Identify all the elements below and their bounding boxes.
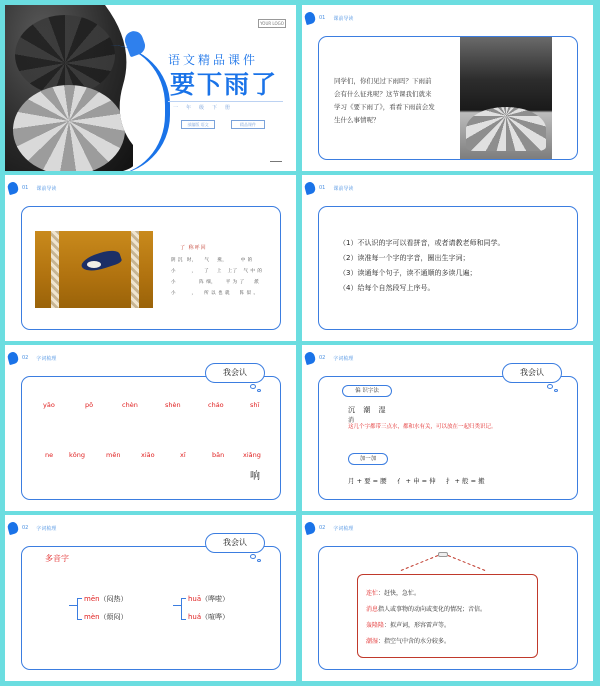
section-number: 01 bbox=[319, 15, 326, 21]
glossary-term: 轰隆隆 bbox=[366, 622, 385, 629]
word: （闷热） bbox=[99, 595, 128, 603]
cover-grade: 一年级下册 bbox=[173, 105, 239, 111]
step-item: （4）给每个自然段写上序号。 bbox=[339, 284, 435, 292]
rope-image bbox=[51, 231, 59, 308]
raindrop-icon bbox=[7, 351, 20, 365]
bubble-tail bbox=[257, 389, 261, 392]
slide-header bbox=[8, 522, 56, 534]
swallow-photo bbox=[35, 231, 153, 308]
pinyin: xī bbox=[180, 451, 186, 459]
hanzi-group: 沉 潮 湿 bbox=[348, 406, 389, 414]
slide-poem[interactable] bbox=[5, 175, 296, 341]
glossary-item bbox=[366, 588, 420, 597]
section-title: 课前导读 bbox=[333, 185, 354, 192]
bubble-tail bbox=[250, 384, 256, 389]
word: （烦闷） bbox=[99, 613, 128, 621]
pinyin: kōng bbox=[69, 451, 85, 459]
slide-pinyin[interactable] bbox=[5, 345, 296, 511]
glossary-card bbox=[357, 574, 538, 658]
raindrop-icon bbox=[7, 181, 20, 195]
slide-glossary[interactable] bbox=[302, 515, 593, 681]
pinyin: shèn bbox=[165, 401, 181, 409]
hanzi: 消 bbox=[348, 417, 358, 424]
polyphone-item bbox=[84, 594, 128, 604]
swallow-breast bbox=[87, 261, 101, 268]
poem-line: 阴 沉 时， 气 燕， 中 的 bbox=[171, 258, 253, 263]
section-number: 01 bbox=[319, 185, 326, 191]
pinyin: huā bbox=[188, 595, 202, 603]
glossary-def: ：指空气中含的水分较多。 bbox=[378, 638, 451, 645]
glossary-def: ：拟声词，形容雷声等。 bbox=[384, 622, 451, 629]
slide-header bbox=[305, 182, 353, 194]
section-number: 02 bbox=[319, 525, 326, 531]
decorative-arc bbox=[100, 45, 170, 171]
raindrop-icon bbox=[304, 181, 317, 195]
slide-steps[interactable] bbox=[302, 175, 593, 341]
pinyin: ne bbox=[45, 451, 54, 459]
section-number: 02 bbox=[22, 355, 29, 361]
bracket bbox=[77, 598, 82, 620]
poem-line: 小 阵 细， 平 为 了 派 bbox=[171, 280, 260, 285]
content-frame bbox=[21, 546, 281, 670]
umbrella-photo bbox=[460, 37, 552, 159]
section-number: 02 bbox=[319, 355, 326, 361]
divider bbox=[168, 101, 283, 102]
pinyin: yāo bbox=[43, 401, 55, 409]
pinyin: cháo bbox=[208, 401, 224, 409]
step-item: （1）不认识的字可以看拼音，或者请教老师和同学。 bbox=[339, 239, 505, 247]
speech-bubble: 我会认 bbox=[205, 533, 265, 553]
section-title: 课前导读 bbox=[333, 15, 354, 22]
glossary-term: 潮湿 bbox=[366, 638, 379, 645]
content-frame bbox=[21, 376, 281, 500]
pinyin: xiāo bbox=[141, 451, 155, 459]
cover-tag-right: 精品课件 bbox=[231, 120, 265, 129]
slide-header bbox=[8, 352, 56, 364]
speech-bubble: 我会认 bbox=[205, 363, 265, 383]
poem-line: 小 ， 了 上 上了 气 中 的 bbox=[171, 269, 263, 274]
section-title: 字词梳理 bbox=[333, 525, 354, 532]
pin-icon bbox=[438, 552, 448, 557]
addition-equations: 月 + 要 = 腰 亻 + 申 = 伸 扌 + 般 = 搬 bbox=[348, 477, 485, 485]
bubble-tail bbox=[257, 559, 261, 562]
slide-header bbox=[8, 182, 56, 194]
poem-line: 小 ， 所 以 也 就 阵 似 。 bbox=[171, 291, 259, 296]
pinyin: mèn bbox=[84, 613, 100, 621]
bubble-tail bbox=[547, 384, 553, 389]
bracket bbox=[173, 605, 181, 606]
glossary-term: 连忙 bbox=[366, 590, 379, 597]
section-title: 课前导读 bbox=[36, 185, 57, 192]
pinyin: bān bbox=[212, 451, 225, 459]
cover-title: 要下雨了 bbox=[170, 70, 279, 99]
pinyin: huá bbox=[188, 613, 202, 621]
polyphone-item bbox=[84, 612, 128, 622]
slide-literacy[interactable] bbox=[302, 345, 593, 511]
section-title: 字词梳理 bbox=[36, 355, 57, 362]
section-number: 02 bbox=[22, 525, 29, 531]
swallow-image bbox=[80, 247, 123, 275]
raindrop-icon bbox=[304, 521, 317, 535]
slide-header bbox=[305, 522, 353, 534]
method-label: 偏 识字法 bbox=[342, 385, 392, 397]
slide-header bbox=[305, 12, 353, 24]
pinyin: mēn bbox=[84, 595, 100, 603]
speech-bubble: 我会认 bbox=[502, 363, 562, 383]
raindrop-icon bbox=[7, 521, 20, 535]
bracket bbox=[181, 598, 186, 620]
divider bbox=[270, 161, 282, 162]
pinyin: shī bbox=[250, 401, 260, 409]
bubble-tail bbox=[250, 554, 256, 559]
pinyin: xiǎng bbox=[243, 451, 261, 459]
polyphone-title: 多音字 bbox=[45, 554, 69, 563]
bubble-tail bbox=[554, 389, 558, 392]
pinyin: chèn bbox=[122, 401, 138, 409]
glossary-item bbox=[366, 636, 450, 645]
pinyin: mēn bbox=[106, 451, 121, 459]
polyphone-item bbox=[188, 612, 229, 622]
polyphone-item bbox=[188, 594, 229, 604]
bracket bbox=[69, 605, 77, 606]
raindrop-icon bbox=[304, 351, 317, 365]
glossary-item bbox=[366, 604, 486, 613]
glossary-item bbox=[366, 620, 450, 629]
cover-tag-left: 部编版 语文 bbox=[181, 120, 215, 129]
step-item: （2）读准每一个字的字音，圈出生字词； bbox=[339, 254, 470, 262]
section-title: 字词梳理 bbox=[333, 355, 354, 362]
word: （喧哗） bbox=[201, 613, 230, 621]
intro-text: 同学们，你们见过下雨吗？下雨前会有什么征兆呢？这节课我们就来学习《要下雨了》，看看下雨前会发生什么事情呢？ bbox=[334, 77, 435, 124]
section-number: 01 bbox=[22, 185, 29, 191]
section-title: 字词梳理 bbox=[36, 525, 57, 532]
cover-subtitle: 语文精品课件 bbox=[168, 53, 259, 67]
glossary-def: 指人或事物的动向或变化的情况；音信。 bbox=[378, 606, 487, 613]
hanzi: 响 bbox=[250, 471, 260, 482]
glossary-term: 消息 bbox=[366, 606, 379, 613]
raindrop-icon bbox=[304, 11, 317, 25]
addition-label: 加一加 bbox=[348, 453, 388, 465]
step-item: （3）读通每个句子，读不通顺的多读几遍； bbox=[339, 269, 477, 277]
slide-intro[interactable] bbox=[302, 5, 593, 171]
poem-title: 了 称呼回 bbox=[180, 245, 207, 251]
slide-cover[interactable] bbox=[5, 5, 296, 171]
slide-polyphones[interactable] bbox=[5, 515, 296, 681]
rope-image bbox=[131, 231, 139, 308]
logo-placeholder: YOUR LOGO bbox=[258, 19, 286, 28]
glossary-def: ：赶快，急忙。 bbox=[378, 590, 421, 597]
slide-header bbox=[305, 352, 353, 364]
word: （哗啦） bbox=[201, 595, 230, 603]
literacy-note: 这几个字都带三点水，都和水有关，可以放在一起归类识记。 bbox=[348, 424, 497, 430]
pinyin: pō bbox=[85, 401, 94, 409]
